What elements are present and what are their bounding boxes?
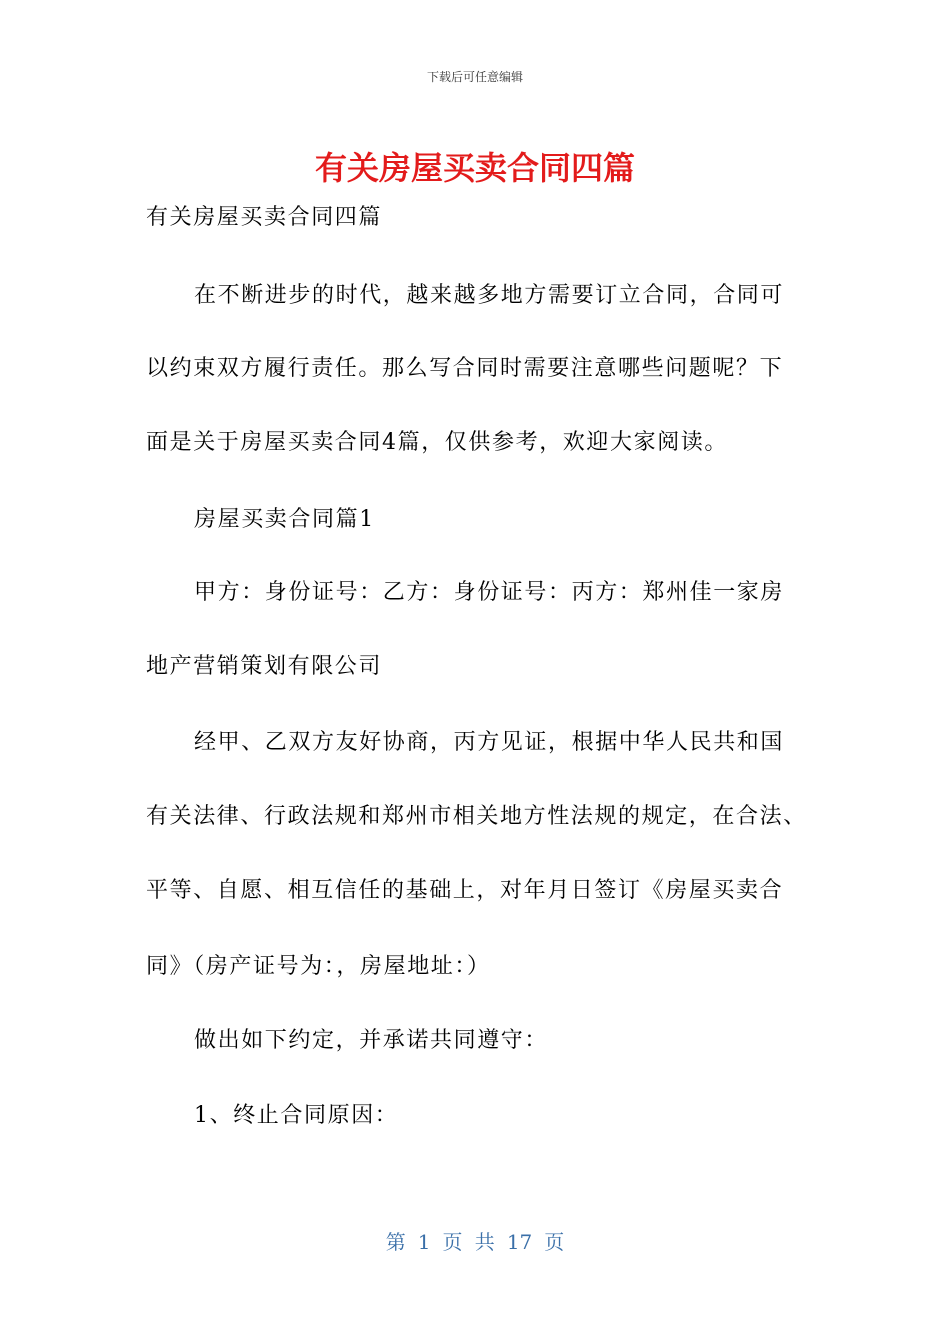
- doc-subtitle-line: 有关房屋买卖合同四篇: [146, 205, 383, 230]
- page-footer: [0, 1226, 950, 1255]
- paragraph-line: 有关法律、行政法规和郑州市相关地方性法规的规定，在合法、: [146, 804, 807, 829]
- document-title: 有关房屋买卖合同四篇: [314, 149, 635, 187]
- paragraph-line: 以约束双方履行责任。那么写合同时需要注意哪些问题呢？下: [146, 356, 784, 381]
- paragraph-line: 平等、自愿、相互信任的基础上，对年月日签订《房屋买卖合: [146, 878, 784, 903]
- paragraph-line: 同》（房产证号为：，房屋地址：）: [146, 954, 491, 979]
- paragraph-line: 在不断进步的时代，越来越多地方需要订立合同，合同可: [194, 283, 785, 308]
- paragraph-line: 面是关于房屋买卖合同4篇，仅供参考，欢迎大家阅读。: [146, 430, 728, 455]
- paragraph-line: 甲方：身份证号：乙方：身份证号：丙方：郑州佳一家房: [194, 580, 785, 605]
- footer-suffix: 页: [544, 1230, 565, 1254]
- section-heading: 房屋买卖合同篇1: [194, 507, 375, 532]
- paragraph-line: 经甲、乙双方友好协商，丙方见证，根据中华人民共和国: [194, 730, 785, 755]
- paragraph-line: 地产营销策划有限公司: [146, 654, 383, 679]
- footer-total-pages: 17: [506, 1230, 533, 1254]
- paragraph-line: 做出如下约定，并承诺共同遵守：: [194, 1028, 549, 1053]
- header-note: 下载后可任意编辑: [426, 70, 523, 84]
- footer-mid: 页 共: [442, 1230, 495, 1254]
- footer-page-number: 1: [417, 1230, 431, 1254]
- list-item: 1、终止合同原因：: [194, 1103, 399, 1128]
- footer-prefix: 第: [385, 1230, 406, 1254]
